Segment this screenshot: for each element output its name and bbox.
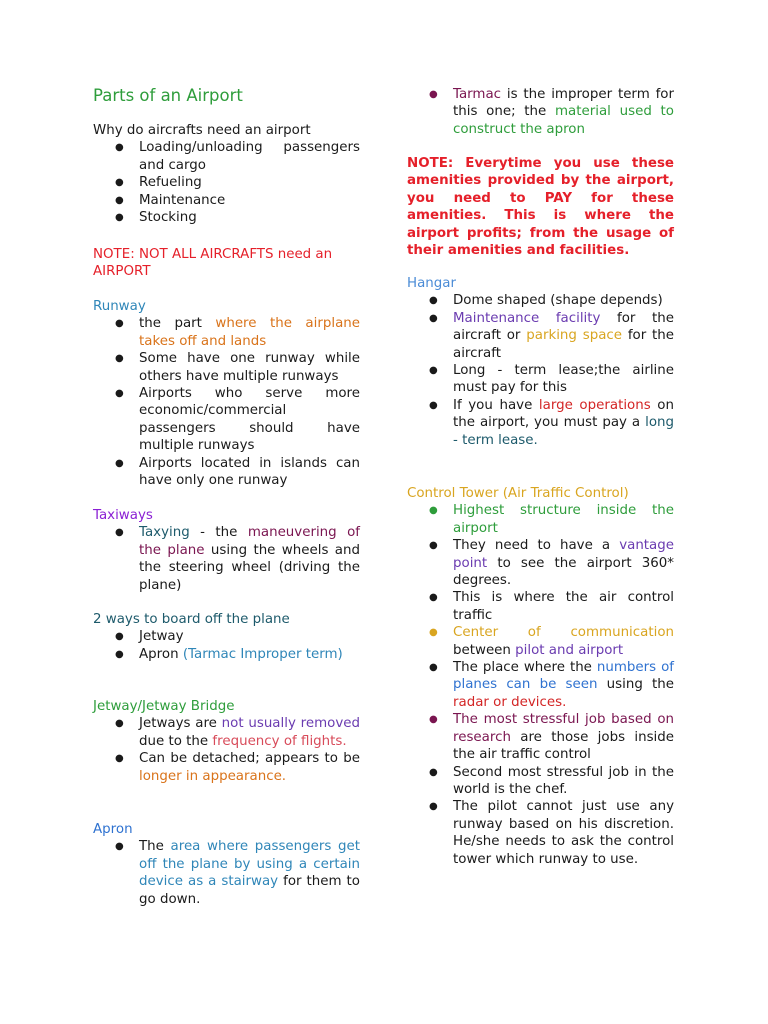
list-item — [407, 537, 674, 589]
list-item — [93, 524, 360, 594]
tower-highlight: numbers of planes can be seen — [453, 660, 674, 693]
runway-list — [93, 315, 360, 489]
taxiways-heading: Taxiways — [93, 508, 153, 523]
runway-highlight: where the airplane takes off and lands — [139, 316, 360, 349]
tower-heading: Control Tower (Air Traffic Control) — [407, 486, 629, 501]
list-item — [407, 86, 674, 138]
jetway-highlight: longer in appearance. — [139, 768, 287, 784]
hangar-text: on the airport, you must pay a — [453, 397, 674, 431]
taxying-highlight: maneuvering of the plane — [139, 525, 360, 558]
list-item — [407, 397, 674, 449]
hangar-text: for the aircraft — [453, 328, 675, 361]
hangar-list — [407, 292, 674, 449]
hangar-heading: Hangar — [407, 276, 456, 291]
jetway-list — [93, 715, 360, 785]
page-title: Parts of an Airport — [93, 86, 243, 105]
taxiways-list — [93, 524, 360, 594]
runway-text: the part — [139, 316, 216, 332]
taxiways-section — [93, 507, 360, 594]
tower-text: between — [453, 642, 516, 658]
tower-text: They need to have a — [453, 538, 620, 554]
list-item: ● This is where the air control traffic — [407, 589, 674, 624]
list-item: ● Refueling — [93, 174, 360, 191]
jetway-heading: Jetway/Jetway Bridge — [93, 699, 235, 714]
list-item: ● Stocking — [93, 209, 360, 226]
tarmac-list — [407, 86, 674, 138]
apron-text: Apron — [139, 646, 183, 662]
apron-note: (Tarmac Improper term) — [182, 646, 343, 662]
list-item: ● Long - term lease;the airline must pay for this — [407, 362, 674, 397]
note-aircrafts: NOTE: NOT ALL AIRCRAFTS need an AIRPORT — [93, 247, 333, 280]
runway-heading: Runway — [93, 299, 146, 314]
jetway-highlight: frequency of flights. — [212, 733, 347, 749]
list-item — [93, 715, 360, 750]
list-item — [407, 624, 674, 659]
hangar-highlight: parking space — [526, 328, 623, 344]
apron-highlight: area where passengers get off the plane by using a certain device as a stairway — [139, 839, 360, 890]
hangar-highlight: large operations — [538, 397, 651, 413]
tarmac-term: Tarmac — [453, 87, 502, 102]
list-item — [93, 646, 360, 663]
tower-text: using the — [597, 677, 674, 693]
list-item: ● Loading/unloading passengers and cargo — [93, 139, 360, 174]
list-item: ● Some have one runway while others have multiple runways — [93, 350, 360, 385]
hangar-highlight: Maintenance facility — [453, 310, 601, 326]
apron-text: The — [139, 839, 171, 855]
tower-highlight: vantage point — [453, 538, 674, 571]
list-item: ● Highest structure inside the airport — [407, 502, 674, 537]
tarmac-highlight: material used to construct the apron — [453, 104, 674, 137]
hangar-section — [407, 275, 674, 449]
why-heading: Why do aircrafts need an airport — [93, 123, 311, 138]
list-item — [93, 315, 360, 350]
tower-highlight: The most stressful job based on research — [453, 712, 674, 745]
taxying-text: using the wheels and the steering wheel (driving the plane) — [139, 542, 360, 593]
hangar-highlight: long - term lease. — [453, 415, 674, 448]
list-item — [407, 310, 674, 362]
jetway-text: Jetways are — [139, 716, 222, 732]
hangar-text: If you have — [453, 397, 539, 413]
taxying-term: Taxying — [139, 525, 190, 541]
list-item: ● Jetway — [93, 628, 360, 645]
tarmac-text: is the improper term for this one; the — [453, 87, 674, 120]
board-section — [93, 611, 360, 663]
why-list — [93, 139, 360, 226]
apron-list — [93, 838, 360, 908]
taxying-text: - the — [189, 525, 248, 541]
apron-section — [93, 821, 360, 908]
tower-text: to see the airport 360* degrees. — [453, 555, 674, 589]
why-section — [93, 122, 360, 226]
list-item: ● Second most stressful job in the world is the chef. — [407, 764, 674, 799]
list-item — [93, 750, 360, 785]
list-item: ● Airports who serve more economic/commercial passengers should have multiple runways — [93, 385, 360, 455]
list-item — [407, 659, 674, 711]
jetway-text: Can be detached; appears to be — [139, 751, 360, 767]
hangar-text: for the aircraft or — [453, 310, 674, 344]
tower-highlight: pilot and airport — [515, 642, 624, 658]
runway-section — [93, 298, 360, 489]
tower-list — [407, 502, 674, 868]
jetway-highlight: not usually removed — [221, 716, 360, 732]
jetway-text: due to the — [139, 733, 213, 749]
board-list — [93, 628, 360, 663]
tower-highlight: radar or devices. — [453, 694, 567, 710]
tower-section — [407, 485, 674, 868]
list-item: ● The pilot cannot just use any runway based on his discretion. He/she needs to ask the control tower which runway to use. — [407, 798, 674, 868]
jetway-section — [93, 698, 360, 785]
list-item: ● Airports located in islands can have only one runway — [93, 455, 360, 490]
apron-text: for them to go down. — [139, 874, 360, 907]
board-heading: 2 ways to board off the plane — [93, 612, 290, 627]
tower-highlight: Center of communication — [453, 625, 674, 641]
note-amenities: NOTE: Everytime you use these amenities provided by the airport, you need to PAY for these amenities. This is where the airport profits; from the usage of their amenities and facilities. — [407, 156, 674, 259]
apron-heading: Apron — [93, 822, 133, 837]
list-item: ● Maintenance — [93, 192, 360, 209]
tarmac-section — [407, 86, 674, 138]
list-item — [93, 838, 360, 908]
tower-text: The place where the — [453, 660, 597, 676]
tower-text: are those jobs inside the air traffic control — [453, 729, 674, 763]
list-item — [407, 711, 674, 763]
list-item: ● Dome shaped (shape depends) — [407, 292, 674, 309]
